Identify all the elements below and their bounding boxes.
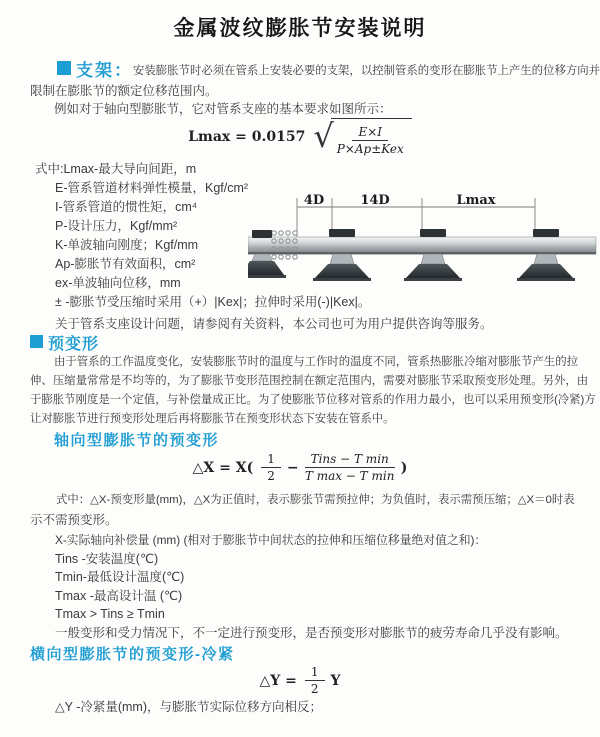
- axial-item: Tmin-最低设计温度(℃): [55, 570, 185, 584]
- predeform-paragraph: [30, 353, 596, 429]
- dimension-label-14d: 14D: [360, 193, 390, 208]
- half-fraction: [261, 452, 281, 483]
- half-fraction: [305, 665, 325, 696]
- dimension-label-lmax: Lmax: [456, 193, 496, 208]
- definition-line: I-管系管道的惯性矩，cm⁴: [55, 200, 198, 214]
- section-bullet-icon: [30, 335, 43, 348]
- temperature-numerator: Tins − T min: [305, 452, 395, 468]
- section-bullet-icon: [57, 61, 71, 75]
- definition-line: ex-单波轴向位移，mm: [55, 276, 181, 290]
- axial-note-line1: 式中：△X-预变形量(mm)，△X为正值时，表示膨张节需预拉伸；为负值时，表示需预压缩；△X＝0时表: [56, 494, 575, 506]
- lateral-subsection-heading: 横向型膨胀节的预变形-冷紧: [30, 646, 235, 663]
- closing-paren: ): [400, 459, 408, 476]
- support-intro-line1: 安装膨胀节时必须在管系上安装必要的支架，以控制管系的变形在膨胀节上产生的位移方向并: [133, 65, 600, 77]
- temperature-denominator: T max − T min: [304, 469, 395, 483]
- half-denominator: 2: [267, 469, 275, 483]
- formula-delta-y-rhs: Y: [330, 672, 341, 689]
- formula-lmax-lhs: Lmax = 0.0157: [188, 129, 306, 145]
- definition-line: Ap-膨胀节有效面积，cm²: [55, 257, 196, 271]
- half-denominator: 2: [310, 682, 319, 696]
- definition-line: 式中:Lmax-最大导向间距，m: [35, 162, 197, 176]
- axial-items: [55, 531, 568, 642]
- lateral-note: △Y -冷紧量(mm)，与膨胀节实际位移方向相反；: [55, 700, 323, 714]
- paragraph-line: 由于管系的工作温度变化，安装膨胀节时的温度与工作时的温度不同，管系热膨胀冷缩对膨胀节产生的拉: [54, 356, 578, 368]
- support-example-line: 例如对于轴向型膨胀节，它对管系支座的基本要求如图所示：: [54, 102, 392, 116]
- formula-lmax: [0, 118, 600, 156]
- radical-body: [331, 118, 412, 156]
- support-section-label: 支架：: [76, 61, 133, 80]
- dimension-label-4d: 4D: [303, 193, 325, 208]
- formula-lmax-denominator: P×Ap±Kex: [336, 142, 404, 156]
- formula-delta-y-lhs: △Y =: [259, 672, 297, 689]
- radical-sign: √: [313, 117, 334, 156]
- page-title: 金属波纹膨胀节安装说明: [173, 17, 427, 40]
- formula-delta-x-lhs: △X = X(: [192, 459, 254, 476]
- radical: [313, 118, 411, 156]
- definition-line: ± -膨胀节受压缩时采用（+）|Kex|；拉伸时采用(-)|Kex|。: [55, 295, 371, 309]
- predeform-section-label: 预变形: [48, 336, 100, 353]
- axial-item: Tmax -最高设计温 (℃): [55, 588, 183, 603]
- axial-subsection-heading: 轴向型膨胀节的预变形: [54, 432, 220, 449]
- axial-note-line2: 示不需预变形。: [30, 513, 118, 527]
- definition-line: E-管系管道材料弹性模量，Kgf/cm²: [55, 181, 249, 195]
- definition-line: K-单波轴向刚度；Kgf/mm: [55, 238, 199, 252]
- support-intro-line2: 限制在膨胀节的额定位移范围内。: [30, 84, 218, 98]
- formula-delta-y: [0, 665, 600, 696]
- axial-item: 一般变形和受力情况下，不一定进行预变形，是否预变形对膨胀节的疲劳寿命几乎没有影响。: [55, 625, 568, 640]
- predeform-section-heading: [30, 331, 99, 354]
- formula-lmax-numerator: E×I: [352, 125, 388, 141]
- formula-delta-x: [0, 452, 600, 483]
- minus-sign: −: [286, 459, 299, 476]
- half-numerator: 1: [305, 665, 325, 681]
- paragraph-line: 于膨胀节刚度是一个定值，与补偿量成正比。为了使膨胀节位移对管系的作用力最小，也可以采用预变形(冷紧)方: [30, 394, 596, 406]
- pipe: [248, 237, 596, 254]
- axial-item: Tins -安装温度(℃): [55, 551, 159, 566]
- paragraph-line: 让对膨胀节进行预变形处理后再将膨胀节在预变形状态下安装在管系中。: [30, 413, 395, 425]
- paragraph-line: 伸、压缩量常常是不均等的，为了膨胀节变形范围控制在额定范围内，需要对膨胀节采取预变形处理。另外，由: [30, 375, 589, 387]
- pipe-support-diagram: [248, 193, 598, 290]
- temperature-fraction: [305, 452, 395, 483]
- definition-line: P-设计压力，Kgf/mm²: [55, 219, 178, 233]
- axial-item: Tmax > Tins ≥ Tmin: [55, 607, 165, 621]
- half-numerator: 1: [261, 452, 281, 468]
- service-note: 关于管系支座设计问题，请参阅有关资料，本公司也可为用户提供咨询等服务。: [55, 317, 493, 331]
- support-section-heading-line: [57, 56, 600, 81]
- axial-item: X-实际轴向补偿量 (mm) (相对于膨胀节中间状态的拉伸和压缩位移量绝对值之和)：: [55, 533, 487, 547]
- formula-lmax-fraction: [337, 125, 404, 156]
